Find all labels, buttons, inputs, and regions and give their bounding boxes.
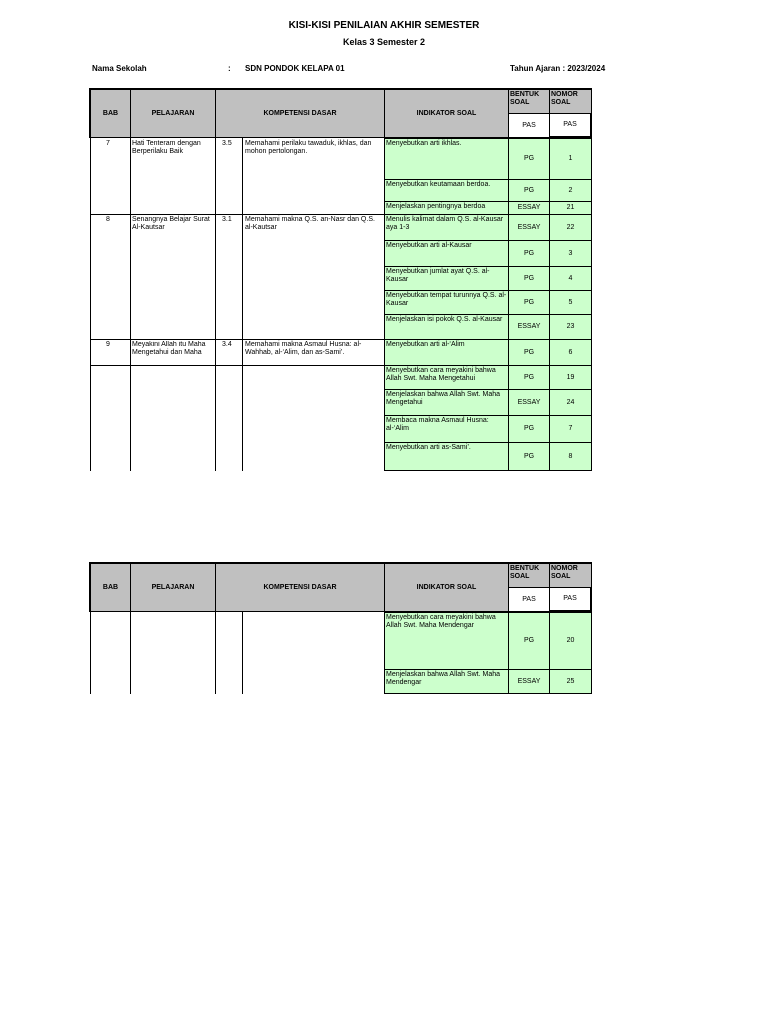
col-header-nomor: NOMOR SOAL <box>549 563 592 588</box>
col-subheader-pas-nomor: PAS <box>549 587 592 612</box>
bentuk-cell: ESSAY <box>508 201 550 215</box>
indicator-cell: Menyebutkan cara meyakini bahwa Allah Swt. Maha Mengetahui <box>384 365 509 390</box>
school-name: SDN PONDOK KELAPA 01 <box>245 64 345 73</box>
col-header-kompetensi: KOMPETENSI DASAR <box>215 89 385 138</box>
bentuk-cell: ESSAY <box>508 314 550 340</box>
bentuk-cell: PG <box>508 266 550 291</box>
document-subtitle: Kelas 3 Semester 2 <box>342 37 426 47</box>
col-header-pelajaran: PELAJARAN <box>130 563 216 612</box>
nomor-cell: 7 <box>549 415 592 443</box>
nomor-cell: 1 <box>549 138 592 180</box>
indicator-cell: Menyebutkan jumlat ayat Q.S. al-Kausar <box>384 266 509 291</box>
bentuk-cell: PG <box>508 179 550 202</box>
indicator-cell: Menjelaskan bahwa Allah Swt. Maha Mendengar <box>384 669 509 694</box>
bentuk-cell: PG <box>508 365 550 390</box>
col-header-bentuk: BENTUK SOAL <box>508 89 550 114</box>
nomor-cell: 3 <box>549 240 592 267</box>
school-colon: : <box>228 64 231 73</box>
col-header-indikator: INDIKATOR SOAL <box>384 89 509 138</box>
bentuk-cell: PG <box>508 442 550 471</box>
col-header-pelajaran: PELAJARAN <box>130 89 216 138</box>
indicator-cell: Menyebutkan arti al-Kausar <box>384 240 509 267</box>
indicator-cell: Menyebutkan tempat turunnya Q.S. al-Kausar <box>384 290 509 315</box>
indicator-cell: Menjelaskan pentingnya berdoa <box>384 201 509 215</box>
nomor-cell: 24 <box>549 389 592 416</box>
col-header-bab: BAB <box>90 563 131 612</box>
indicator-cell: Menyebutkan cara meyakini bahwa Allah Swt. Maha Mendengar <box>384 612 509 670</box>
indicator-cell: Menulis kalimat dalam Q.S. al-Kausar aya 1-3 <box>384 214 509 241</box>
kd-text-bab-8: Memahami makna Q.S. an-Nasr dan Q.S. al-Kautsar <box>245 216 375 231</box>
col-subheader-pas-bentuk: PAS <box>508 113 550 138</box>
col-header-bentuk: BENTUK SOAL <box>508 563 550 588</box>
kd-number-bab-8: 3.1 <box>222 216 232 223</box>
nomor-cell: 8 <box>549 442 592 471</box>
nomor-cell: 25 <box>549 669 592 694</box>
nomor-cell: 2 <box>549 179 592 202</box>
bentuk-cell: ESSAY <box>508 389 550 416</box>
pelajaran-bab-9: Meyakini Allah itu Maha Mengetahui dan Maha <box>132 341 206 356</box>
bentuk-cell: ESSAY <box>508 214 550 241</box>
school-label: Nama Sekolah <box>92 64 147 73</box>
nomor-cell: 5 <box>549 290 592 315</box>
pelajaran-bab-8: Senangnya Belajar Surat Al-Kautsar <box>132 216 210 231</box>
nomor-cell: 20 <box>549 612 592 670</box>
col-header-nomor: NOMOR SOAL <box>549 89 592 114</box>
col-subheader-pas-nomor: PAS <box>549 113 592 138</box>
col-header-indikator: INDIKATOR SOAL <box>384 563 509 612</box>
indicator-cell: Menyebutkan arti as-Sami’. <box>384 442 509 471</box>
academic-year: Tahun Ajaran : 2023/2024 <box>510 64 606 73</box>
bab-7: 7 <box>106 140 110 147</box>
bentuk-cell: PG <box>508 612 550 670</box>
bentuk-cell: PG <box>508 339 550 366</box>
kd-text-bab-7: Memahami perilaku tawaduk, ikhlas, dan mohon pertolongan. <box>245 140 372 155</box>
indicator-cell: Menyebutkan arti ikhlas. <box>384 138 509 180</box>
nomor-cell: 19 <box>549 365 592 390</box>
nomor-cell: 6 <box>549 339 592 366</box>
indicator-cell: Menyebutkan arti al-‘Alim <box>384 339 509 366</box>
indicator-cell: Membaca makna Asmaul Husna: al-‘Alim <box>384 415 509 443</box>
col-header-bab: BAB <box>90 89 131 138</box>
bentuk-cell: PG <box>508 240 550 267</box>
col-header-kompetensi: KOMPETENSI DASAR <box>215 563 385 612</box>
bentuk-cell: PG <box>508 415 550 443</box>
nomor-cell: 4 <box>549 266 592 291</box>
document-title: KISI-KISI PENILAIAN AKHIR SEMESTER <box>288 20 480 31</box>
col-subheader-pas-bentuk: PAS <box>508 587 550 612</box>
kd-text-bab-9: Memahami makna Asmaul Husna: al-Wahhab, al-‘Alim, dan as-Sami’. <box>245 341 362 356</box>
nomor-cell: 23 <box>549 314 592 340</box>
bab-9: 9 <box>106 341 110 348</box>
bentuk-cell: ESSAY <box>508 669 550 694</box>
nomor-cell: 21 <box>549 201 592 215</box>
kd-number-bab-9: 3.4 <box>222 341 232 348</box>
indicator-cell: Menjelaskan isi pokok Q.S. al-Kausar <box>384 314 509 340</box>
bentuk-cell: PG <box>508 138 550 180</box>
indicator-cell: Menjelaskan bahwa Allah Swt. Maha Mengetahui <box>384 389 509 416</box>
nomor-cell: 22 <box>549 214 592 241</box>
kd-number-bab-7: 3.5 <box>222 140 232 147</box>
bentuk-cell: PG <box>508 290 550 315</box>
indicator-cell: Menyebutkan keutamaan berdoa. <box>384 179 509 202</box>
pelajaran-bab-7: Hati Tenteram dengan Berperilaku Baik <box>132 140 201 155</box>
bab-8: 8 <box>106 216 110 223</box>
